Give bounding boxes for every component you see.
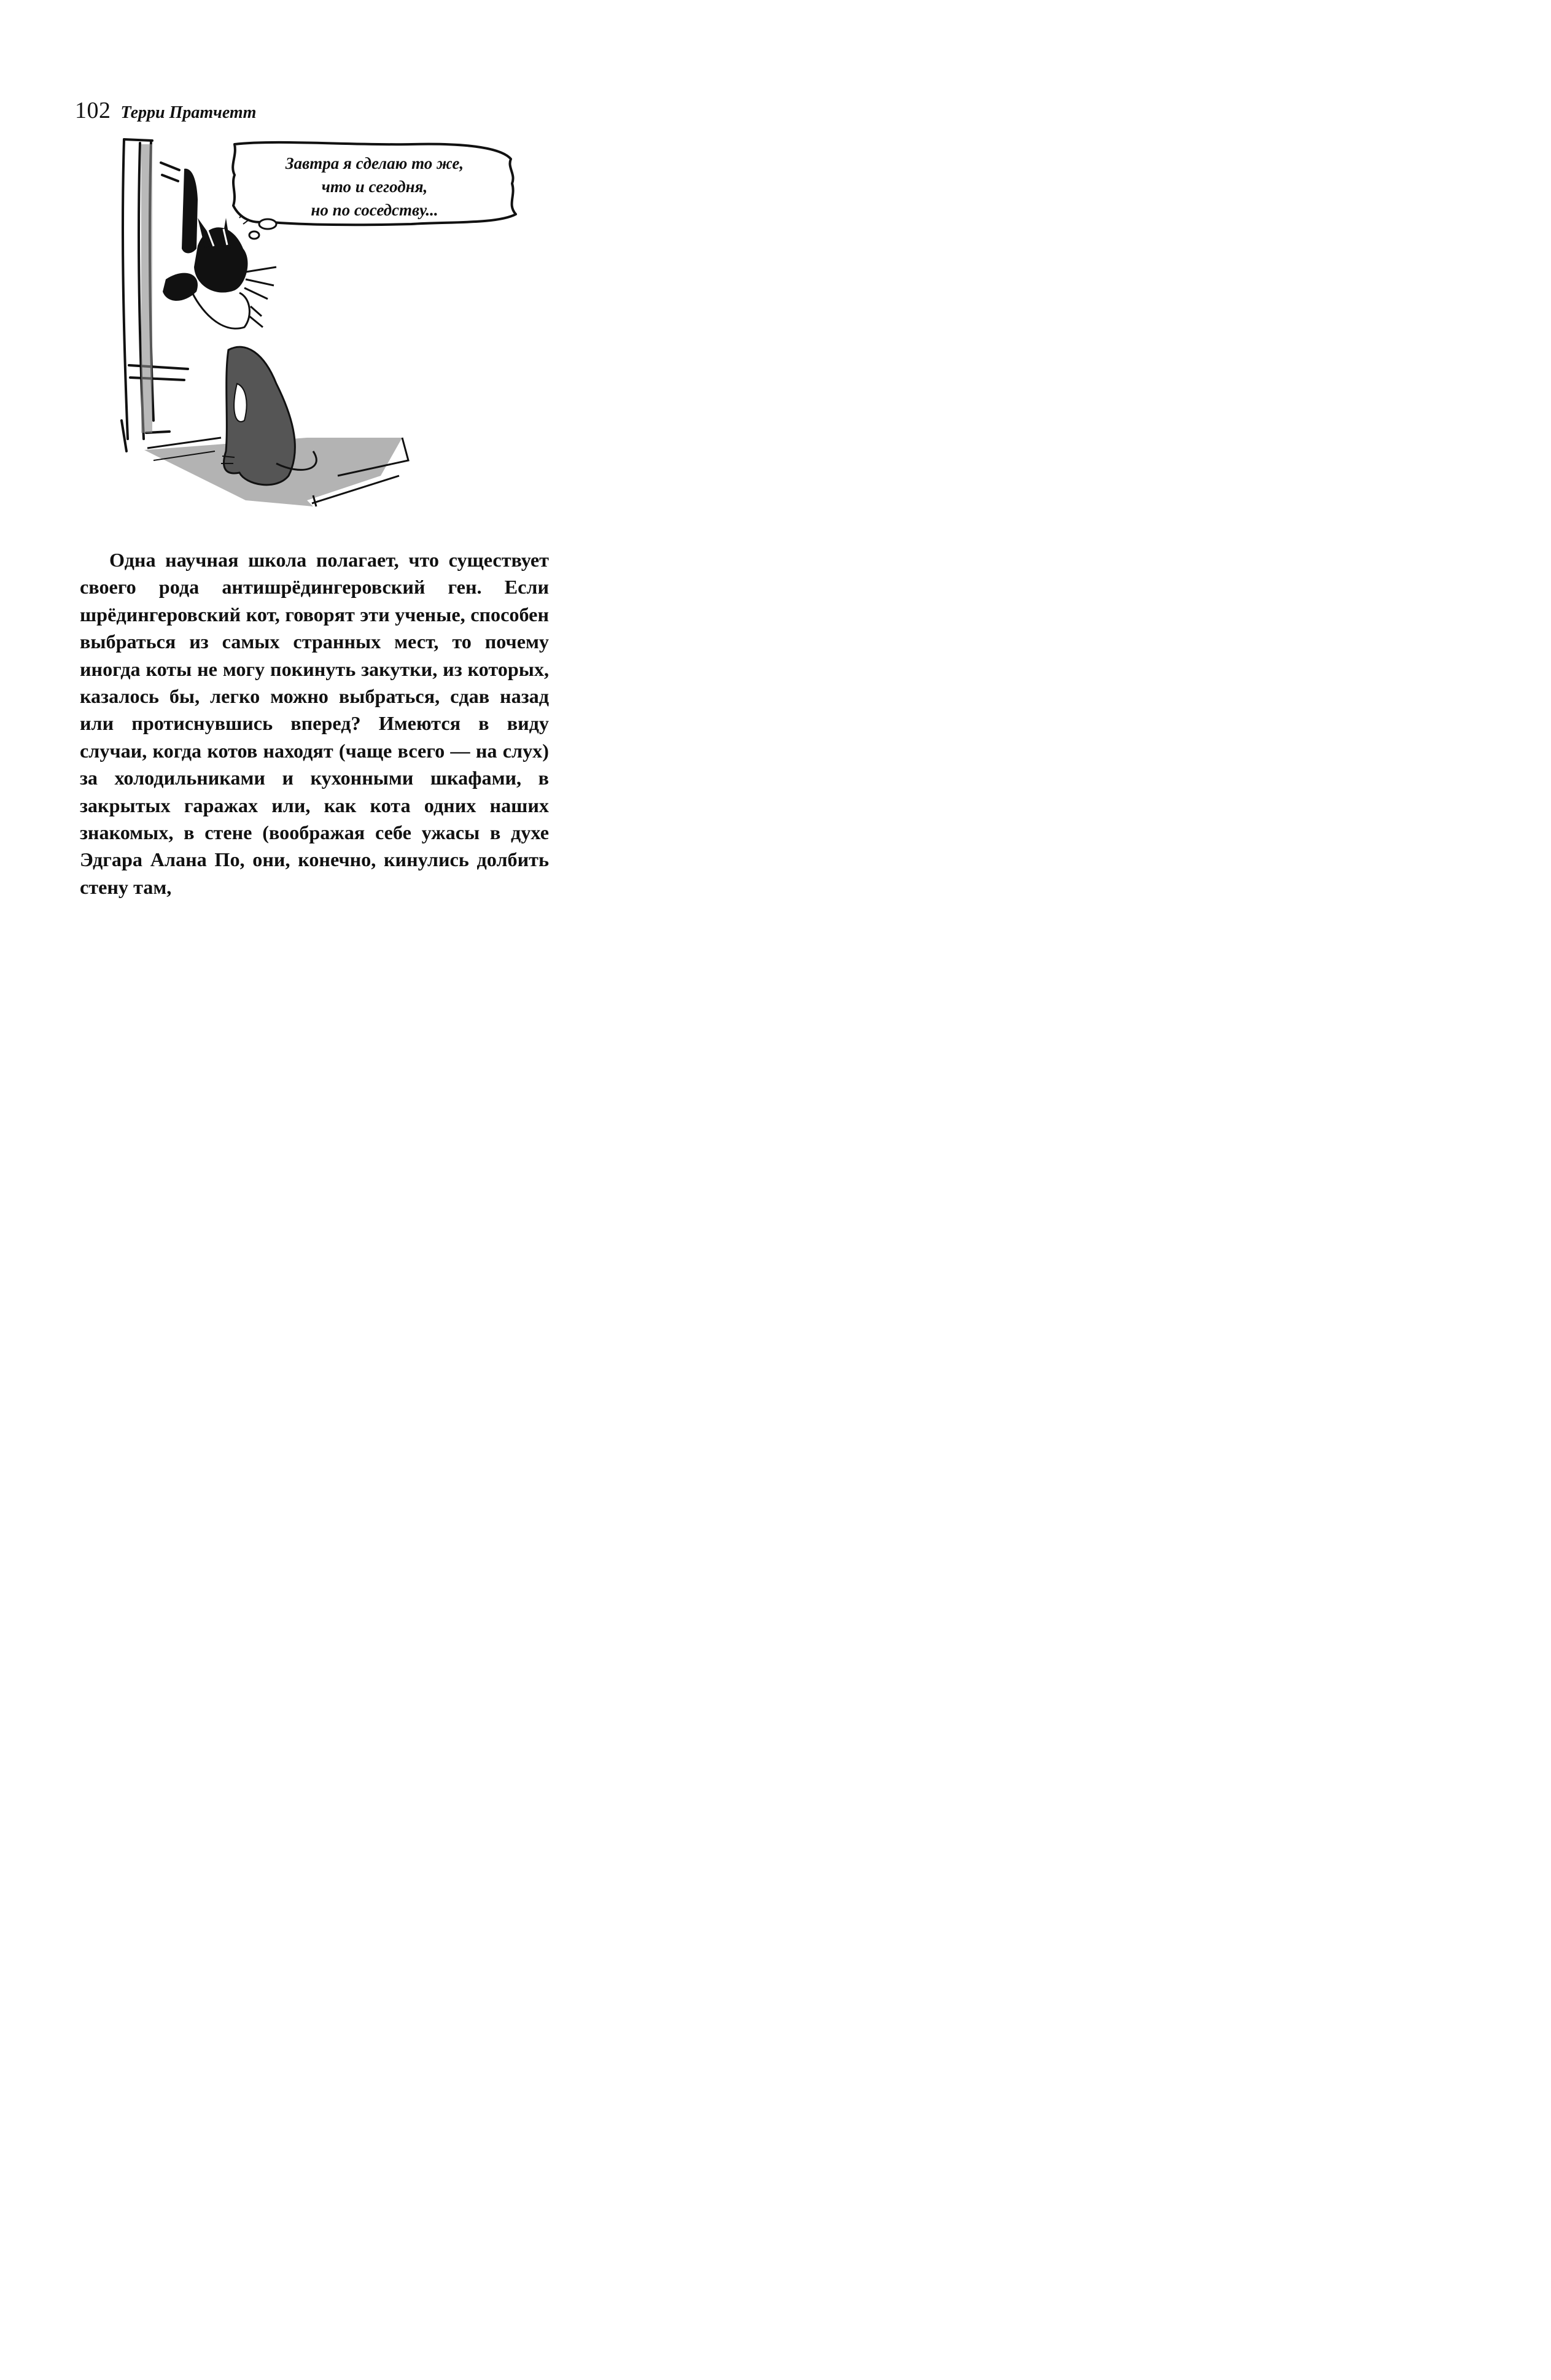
- cat-cartoon-illustration: [92, 132, 534, 531]
- page-header: [75, 97, 256, 126]
- page-number: 102: [75, 98, 111, 123]
- thought-bubble: [233, 142, 516, 239]
- thought-bubble-line-3: но по соседству...: [311, 201, 438, 219]
- wall-shading: [182, 169, 198, 254]
- body-text: [80, 546, 549, 901]
- thought-bubble-line-2: что и сегодня,: [321, 177, 428, 196]
- body-paragraph: Одна научная школа полагает, что существует своего рода антишрёдингеровский ген. Если шрёдингеровский кот, говорят эти ученые, способен выбраться из самых странных мест, то почему иногда коты не могу покинуть закутки, из которых, казалось бы, легко можно выбраться, сдав назад или протиснувшись вперед? Имеются в виду случаи, когда котов находят (чаще всего — на слух) за холодильниками и кухонными шкафами, в закрытых гаражах или, как кота одних наших знакомых, в стене (воображая себе ужасы в духе Эдгара Алана По, они, конечно, кинулись долбить стену там,: [80, 549, 549, 898]
- book-page: [0, 0, 629, 965]
- thought-bubble-line-1: Завтра я сделаю то же,: [285, 154, 464, 172]
- curtain-shadow: [141, 144, 152, 433]
- running-title: Терри Пратчетт: [120, 103, 257, 122]
